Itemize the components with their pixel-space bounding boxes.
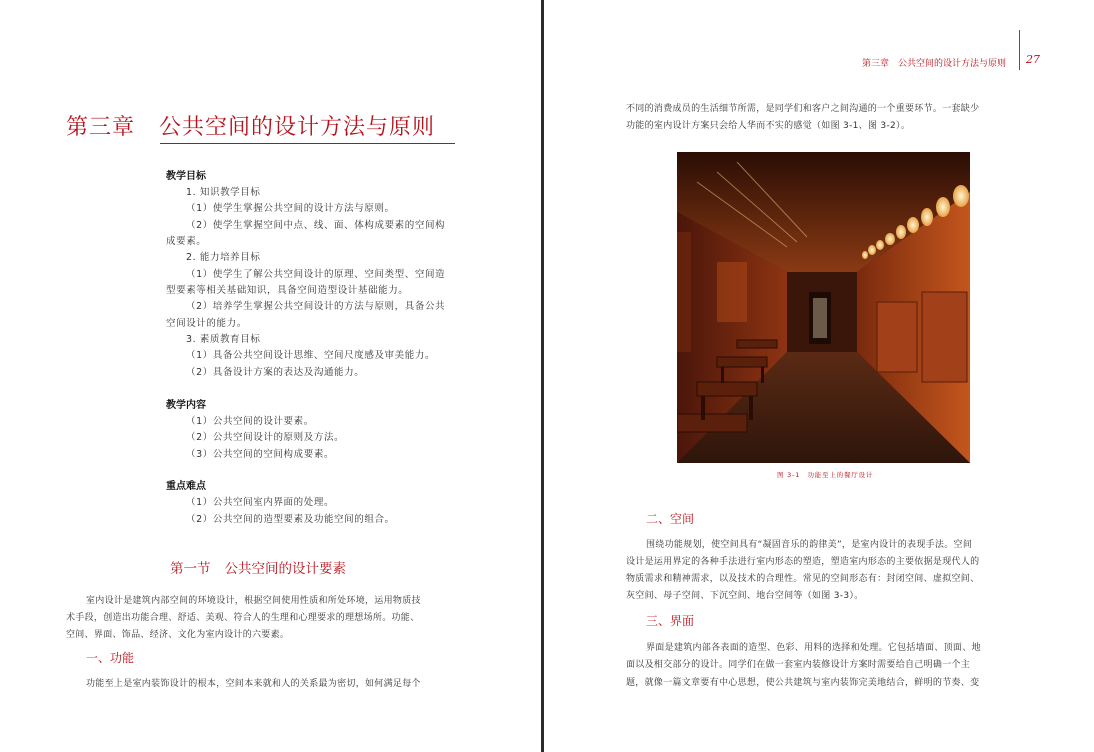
chapter-title bbox=[66, 110, 435, 141]
content-line: （1）公共空间的设计要素。 bbox=[186, 416, 314, 427]
intro-line: 室内设计是建筑内部空间的环境设计，根据空间使用性质和所处环境，运用物质技 bbox=[86, 596, 421, 606]
objectives-line: 3. 素质教育目标 bbox=[186, 334, 261, 345]
objectives-line: 2. 能力培养目标 bbox=[186, 252, 261, 263]
interface-line: 题，就像一篇文章要有中心思想，使公共建筑与室内装饰完美地结合，鲜明的节奏、变 bbox=[626, 678, 980, 688]
objectives-line: （2）具备设计方案的表达及沟通能力。 bbox=[186, 367, 365, 378]
section-title: 公共空间的设计要素 bbox=[224, 561, 346, 577]
subsection-heading-interface: 三、界面 bbox=[646, 614, 695, 628]
key-points-heading: 重点难点 bbox=[166, 481, 206, 492]
top-line: 不同的消费成员的生活细节所需，是同学们和客户之间沟通的一个重要环节。一套缺少 bbox=[626, 104, 980, 114]
interface-line: 面以及相交部分的设计。同学们在做一套室内装修设计方案时需要给自己明确一个主 bbox=[626, 660, 971, 670]
content-heading: 教学内容 bbox=[166, 400, 206, 411]
chapter-name: 公共空间的设计方法与原则 bbox=[159, 115, 436, 140]
running-head-divider bbox=[1019, 30, 1020, 70]
running-head: 第三章 公共空间的设计方法与原则 bbox=[862, 59, 1007, 69]
key-points-line: （1）公共空间室内界面的处理。 bbox=[186, 497, 335, 508]
section-heading bbox=[170, 557, 346, 577]
objectives-line: （2）培养学生掌握公共空间设计的方法与原则，具备公共 bbox=[186, 301, 446, 312]
space-line: 围绕功能规划，使空间具有“凝固音乐的韵律美”，是室内设计的表现手法。空间 bbox=[646, 540, 973, 550]
section-number: 第一节 bbox=[170, 561, 211, 577]
interface-line: 界面是建筑内部各表面的造型、色彩、用料的选择和处理。它包括墙面、顶面、地 bbox=[646, 643, 981, 653]
subsection-heading-function: 一、功能 bbox=[86, 651, 135, 665]
objectives-line: 1. 知识教学目标 bbox=[186, 187, 261, 198]
space-line: 灰空间、母子空间、下沉空间、地台空间等（如图 3-3）。 bbox=[626, 591, 864, 601]
objectives-heading: 教学目标 bbox=[166, 171, 206, 182]
page-number: 27 bbox=[1026, 53, 1040, 66]
intro-line: 空间、界面、饰品、经济、文化为室内设计的六要素。 bbox=[66, 630, 290, 640]
space-line: 物质需求和精神需求，以及技术的合理性。常见的空间形态有：封闭空间、虚拟空间、 bbox=[626, 574, 980, 584]
objectives-line: （1）使学生掌握公共空间的设计方法与原则。 bbox=[186, 203, 395, 214]
subsection-heading-space: 二、空间 bbox=[646, 512, 695, 526]
objectives-line: （1）具备公共空间设计思维、空间尺度感及审美能力。 bbox=[186, 350, 436, 361]
intro-line: 术手段，创造出功能合理、舒适、美观、符合人的生理和心理要求的理想场所。功能、 bbox=[66, 613, 420, 623]
top-line: 功能的室内设计方案只会给人华而不实的感觉（如图 3-1、图 3-2）。 bbox=[626, 121, 911, 131]
function-line: 功能至上是室内装饰设计的根本，空间本来就和人的关系最为密切，如何满足每个 bbox=[86, 679, 421, 689]
objectives-line: 型要素等相关基础知识，具备空间造型设计基础能力。 bbox=[166, 285, 409, 296]
content-line: （3）公共空间的空间构成要素。 bbox=[186, 449, 335, 460]
objectives-line: （1）使学生了解公共空间设计的原理、空间类型、空间造 bbox=[186, 269, 446, 280]
content-line: （2）公共空间设计的原则及方法。 bbox=[186, 432, 345, 443]
space-line: 设计是运用界定的各种手法进行室内形态的塑造，塑造室内形态的主要依据是现代人的 bbox=[626, 557, 980, 567]
objectives-line: 成要素。 bbox=[166, 236, 207, 247]
restaurant-photo bbox=[677, 152, 970, 463]
left-page bbox=[0, 0, 541, 752]
objectives-line: 空间设计的能力。 bbox=[166, 318, 247, 329]
objectives-line: （2）使学生掌握空间中点、线、面、体构成要素的空间构 bbox=[186, 220, 446, 231]
figure-caption: 图 3-1 功能至上的餐厅设计 bbox=[777, 471, 874, 479]
key-points-line: （2）公共空间的造型要素及功能空间的组合。 bbox=[186, 514, 395, 525]
chapter-title-underline bbox=[160, 143, 455, 144]
chapter-number: 第三章 bbox=[66, 115, 136, 140]
